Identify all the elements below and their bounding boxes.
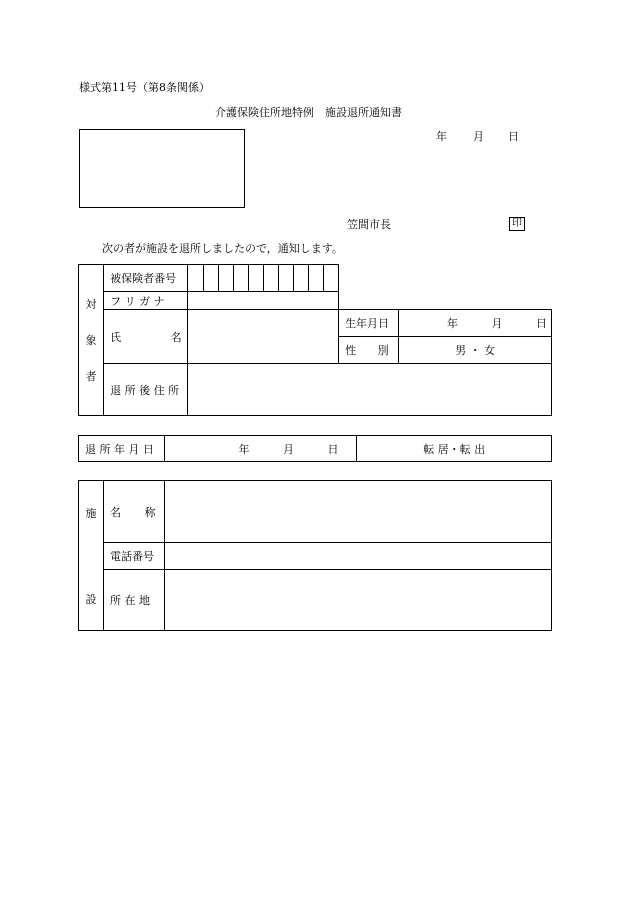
insured-number-digit[interactable]	[308, 265, 323, 292]
furigana-field[interactable]	[188, 292, 339, 310]
facility-section-label	[79, 481, 104, 631]
insured-number-digit[interactable]	[263, 265, 278, 292]
insured-number-digit[interactable]	[203, 265, 218, 292]
name-label-char-2: 名	[170, 330, 182, 344]
discharge-year: 年	[238, 442, 250, 456]
insured-number-digit[interactable]	[218, 265, 233, 292]
furigana-label: フ リ ガ ナ	[104, 292, 188, 310]
facility-char-1: 施	[85, 506, 97, 520]
move-type-field[interactable]: 転 居・転 出	[357, 436, 552, 462]
discharge-table	[78, 435, 552, 462]
subject-section-label	[79, 265, 104, 416]
birthdate-label: 生年月日	[339, 310, 399, 337]
subject-char-3: 者	[85, 370, 97, 383]
name-label-char-1: 氏	[110, 330, 122, 344]
seal-mark: 印	[509, 217, 525, 231]
facility-name-char-1: 名	[109, 505, 121, 519]
subject-table	[78, 264, 552, 416]
facility-location-field[interactable]	[164, 570, 551, 631]
issue-date-month: 月	[473, 130, 484, 143]
insured-number-digit[interactable]	[233, 265, 248, 292]
discharge-date-label: 退 所 年 月 日	[79, 436, 165, 462]
recipient-address-box[interactable]	[79, 129, 245, 208]
name-label	[104, 310, 188, 364]
facility-location-label: 所 在 地	[103, 570, 164, 631]
insured-number-digit[interactable]	[248, 265, 263, 292]
insured-number-digit[interactable]	[293, 265, 308, 292]
blank-corner	[339, 265, 552, 310]
facility-phone-label: 電話番号	[103, 543, 164, 570]
address-after-label: 退 所 後 住 所	[104, 364, 188, 416]
insured-number-digit[interactable]	[278, 265, 293, 292]
insured-number-label: 被保険者番号	[104, 265, 188, 292]
facility-phone-field[interactable]	[164, 543, 551, 570]
birth-day: 日	[536, 317, 547, 330]
issue-date-day: 日	[508, 130, 519, 143]
facility-table	[78, 480, 552, 631]
gender-field[interactable]: 男 ・ 女	[399, 337, 552, 364]
discharge-day: 日	[327, 442, 339, 456]
gender-char-2: 別	[377, 344, 389, 357]
form-number: 様式第11号（第8条関係）	[79, 81, 210, 94]
discharge-date-field[interactable]	[164, 436, 357, 462]
facility-name-char-2: 称	[144, 505, 156, 519]
birth-month: 月	[491, 317, 503, 330]
intro-text: 次の者が施設を退所しましたので，通知します。	[102, 242, 343, 255]
subject-char-2: 象	[85, 334, 97, 347]
address-after-field[interactable]	[188, 364, 552, 416]
insured-number-digit[interactable]	[324, 265, 339, 292]
gender-char-1: 性	[345, 344, 357, 357]
insured-number-digit[interactable]	[188, 265, 203, 292]
name-field[interactable]	[188, 310, 339, 364]
issue-date-year: 年	[436, 130, 447, 143]
gender-label	[339, 337, 399, 364]
mayor-label: 笠間市長	[347, 218, 391, 231]
subject-char-1: 対	[85, 298, 97, 311]
facility-name-label	[103, 481, 164, 543]
discharge-month: 月	[282, 442, 294, 456]
form-title: 介護保険住所地特例 施設退所通知書	[215, 106, 402, 119]
birthdate-field[interactable]	[399, 310, 552, 337]
birth-year: 年	[447, 317, 458, 330]
facility-name-field[interactable]	[164, 481, 551, 543]
facility-char-2: 設	[85, 592, 97, 606]
